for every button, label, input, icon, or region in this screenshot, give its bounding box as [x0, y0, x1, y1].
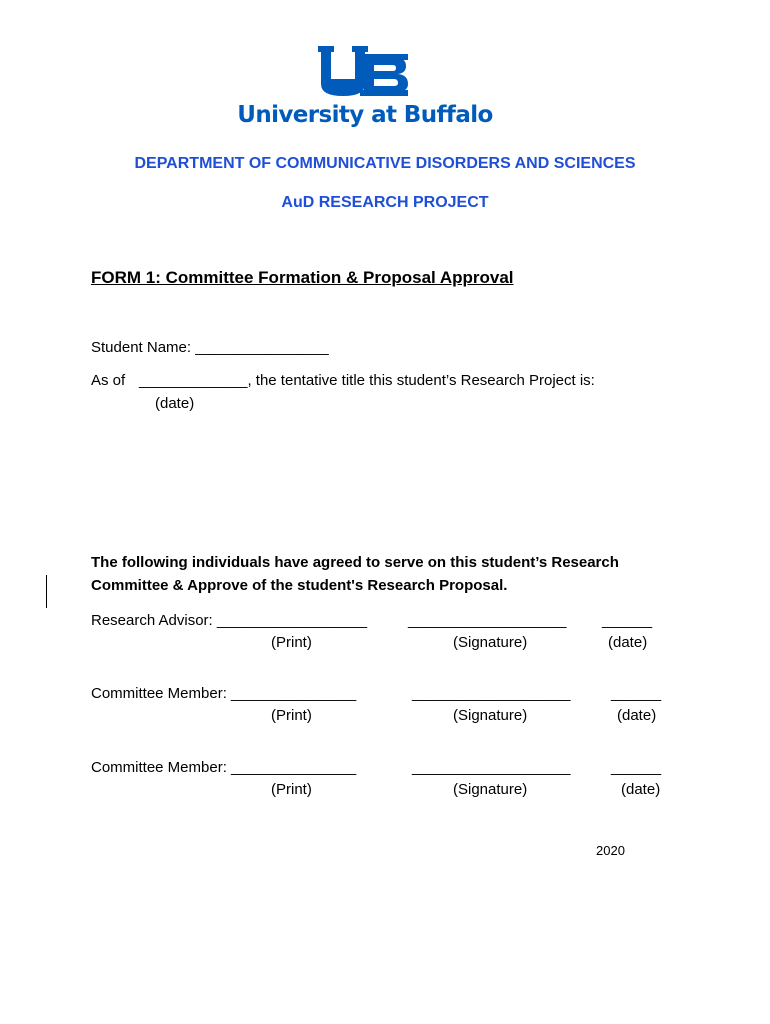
signature-caption: (Signature): [453, 781, 528, 798]
ub-monogram-icon: [316, 46, 412, 98]
committee-member-2-date-field[interactable]: ______: [611, 759, 662, 776]
committee-member-1-signature-field[interactable]: ___________________: [412, 685, 571, 702]
as-of-date-field[interactable]: _____________, the tentative title this student’s Research Project is:: [139, 372, 595, 389]
committee-intro-line-2: Committee & Approve of the student's Research Proposal.: [91, 577, 508, 594]
as-of-date-caption: (date): [155, 395, 195, 412]
print-caption: (Print): [271, 634, 312, 651]
form-title: FORM 1: Committee Formation & Proposal Approval: [91, 268, 514, 287]
as-of-label: As of: [91, 372, 126, 389]
footer-year: 2020: [596, 843, 625, 858]
department-heading: DEPARTMENT OF COMMUNICATIVE DISORDERS AND SCIENCES: [134, 155, 636, 172]
print-caption: (Print): [271, 707, 312, 724]
committee-member-1-print-field[interactable]: Committee Member: _______________: [91, 685, 357, 702]
ub-wordmark: University at Buffalo: [237, 102, 493, 128]
date-caption: (date): [608, 634, 648, 651]
date-caption: (date): [617, 707, 657, 724]
research-advisor-signature-field[interactable]: ___________________: [408, 612, 567, 629]
date-caption: (date): [621, 781, 661, 798]
committee-member-2-print-field[interactable]: Committee Member: _______________: [91, 759, 357, 776]
ub-logo: [234, 46, 496, 130]
signature-caption: (Signature): [453, 634, 528, 651]
project-heading: AuD RESEARCH PROJECT: [281, 194, 489, 211]
committee-intro-line-1: The following individuals have agreed to serve on this student’s Research: [91, 554, 619, 571]
research-advisor-print-field[interactable]: Research Advisor: __________________: [91, 612, 368, 629]
text-cursor: [46, 575, 47, 608]
committee-member-2-signature-field[interactable]: ___________________: [412, 759, 571, 776]
research-advisor-date-field[interactable]: ______: [602, 612, 653, 629]
committee-member-1-date-field[interactable]: ______: [611, 685, 662, 702]
signature-caption: (Signature): [453, 707, 528, 724]
print-caption: (Print): [271, 781, 312, 798]
student-name-field[interactable]: Student Name: ________________: [91, 339, 329, 356]
